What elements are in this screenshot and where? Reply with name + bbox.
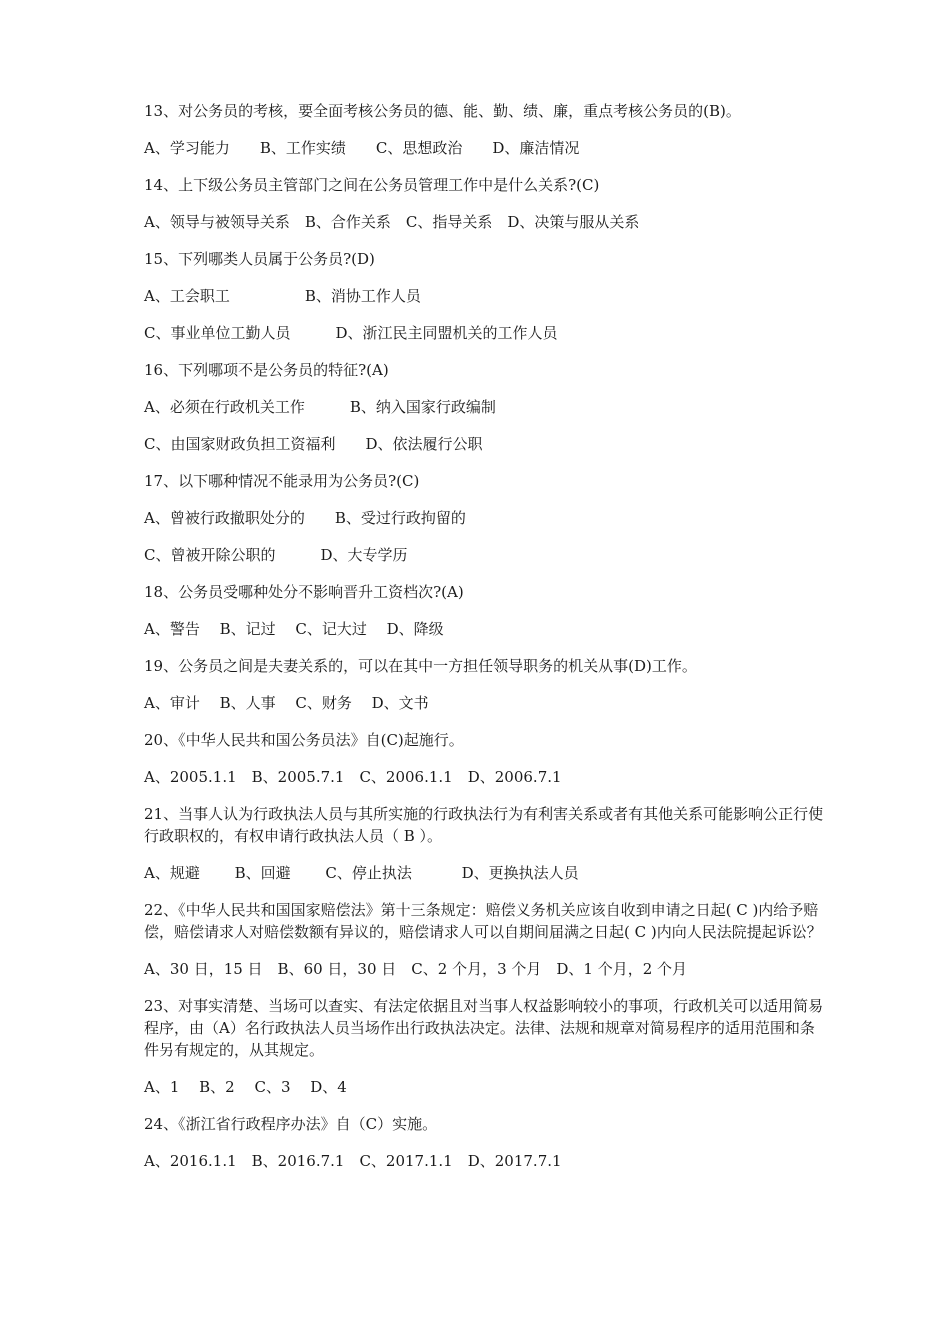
question-18: 18、公务员受哪种处分不影响晋升工资档次?(A): [144, 583, 464, 601]
options-22: A、30 日，15 日 B、60 日，30 日 C、2 个月，3 个月 D、1 个月，2 个月: [144, 960, 688, 978]
question-13: 13、对公务员的考核，要全面考核公务员的德、能、勤、绩、廉，重点考核公务员的(B)。: [144, 102, 741, 120]
question-16: 16、下列哪项不是公务员的特征?(A): [144, 361, 389, 379]
question-23: 23、对事实清楚、当场可以查实、有法定依据且对当事人权益影响较小的事项，行政机关可以适用简易程序，由（A）名行政执法人员当场作出行政执法决定。法律、法规和规章对简易程序的适用范围和条件另有规定的，从其规定。: [144, 997, 824, 1059]
options-18: A、警告 B、记过 C、记大过 D、降级: [144, 620, 444, 638]
question-22: 22、《中华人民共和国国家赔偿法》第十三条规定：赔偿义务机关应该自收到申请之日起( C )内给予赔偿，赔偿请求人对赔偿数额有异议的，赔偿请求人可以自期间届满之日起( C )内向人民法院提起诉讼？: [144, 901, 822, 941]
options-24: A、2016.1.1 B、2016.7.1 C、2017.1.1 D、2017.7.1: [144, 1152, 562, 1170]
options-17-line-2: C、曾被开除公职的 D、大专学历: [144, 546, 408, 564]
options-17-line-1: A、曾被行政撤职处分的 B、受过行政拘留的: [144, 509, 466, 527]
options-15-line-2: C、事业单位工勤人员 D、浙江民主同盟机关的工作人员: [144, 324, 558, 342]
question-21: 21、当事人认为行政执法人员与其所实施的行政执法行为有利害关系或者有其他关系可能影响公正行使行政职权的，有权申请行政执法人员（ B ）。: [144, 805, 824, 845]
question-19: 19、公务员之间是夫妻关系的，可以在其中一方担任领导职务的机关从事(D)工作。: [144, 657, 697, 675]
options-20: A、2005.1.1 B、2005.7.1 C、2006.1.1 D、2006.7.1: [144, 768, 562, 786]
question-14: 14、上下级公务员主管部门之间在公务员管理工作中是什么关系?(C): [144, 176, 600, 194]
question-15: 15、下列哪类人员属于公务员?(D): [144, 250, 375, 268]
options-16-line-2: C、由国家财政负担工资福利 D、依法履行公职: [144, 435, 483, 453]
options-16-line-1: A、必须在行政机关工作 B、纳入国家行政编制: [144, 398, 496, 416]
options-15-line-1: A、工会职工 B、消协工作人员: [144, 287, 421, 305]
options-23: A、1 B、2 C、3 D、4: [144, 1078, 347, 1096]
question-17: 17、以下哪种情况不能录用为公务员?(C): [144, 472, 420, 490]
question-20: 20、《中华人民共和国公务员法》自(C)起施行。: [144, 731, 464, 749]
options-13: A、学习能力 B、工作实绩 C、思想政治 D、廉洁情况: [144, 139, 580, 157]
options-21: A、规避 B、回避 C、停止执法 D、更换执法人员: [144, 864, 579, 882]
options-19: A、审计 B、人事 C、财务 D、文书: [144, 694, 429, 712]
options-14: A、领导与被领导关系 B、合作关系 C、指导关系 D、决策与服从关系: [144, 213, 640, 231]
document-page: [144, 100, 824, 1172]
question-24: 24、《浙江省行政程序办法》自（C）实施。: [144, 1115, 438, 1133]
